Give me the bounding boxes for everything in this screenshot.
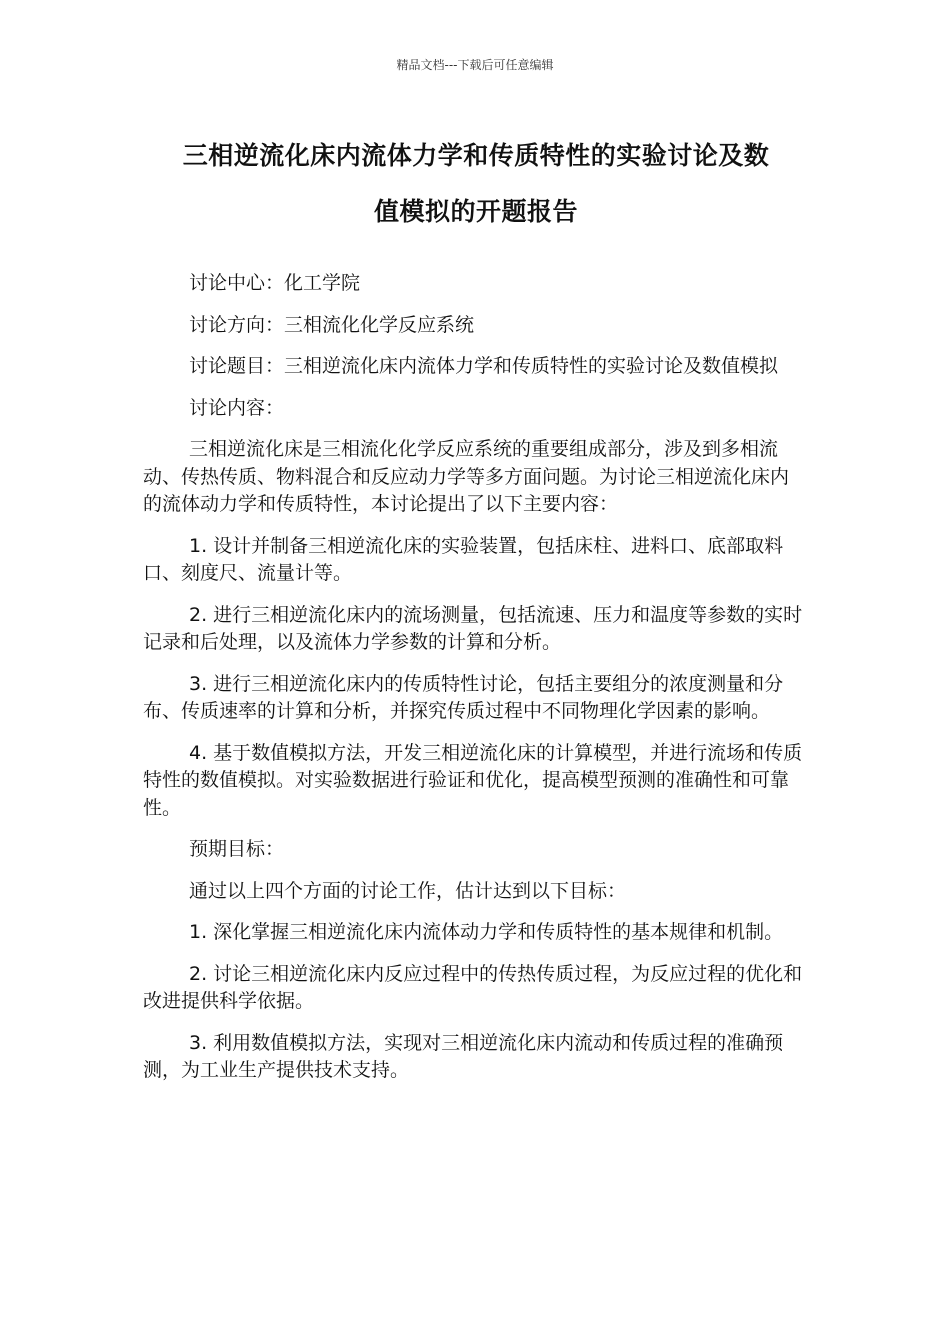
research-topic: 讨论题目：三相逆流化床内流体力学和传质特性的实验讨论及数值模拟 [189, 355, 779, 377]
goal-item-3: 3. 利用数值模拟方法，实现对三相逆流化床内流动和传质过程的准确预测，为工业生产提供技术支持。 [143, 1031, 784, 1081]
content-item-4: 4. 基于数值模拟方法，开发三相逆流化床的计算模型，并进行流场和传质特性的数值模拟。对实验数据进行验证和优化，提高模型预测的准确性和可靠性。 [143, 741, 803, 819]
title-line-1: 三相逆流化床内流体力学和传质特性的实验讨论及数 [182, 141, 770, 170]
page-header: 精品文档---下载后可任意编辑 [396, 58, 554, 72]
content-item-2: 2. 进行三相逆流化床内的流场测量，包括流速、压力和温度等参数的实时记录和后处理，以及流体力学参数的计算和分析。 [143, 603, 803, 653]
content-item-3: 3. 进行三相逆流化床内的传质特性讨论，包括主要组分的浓度测量和分布、传质速率的计算和分析，并探究传质过程中不同物理化学因素的影响。 [143, 672, 784, 722]
research-content-heading: 讨论内容： [189, 396, 285, 419]
research-direction: 讨论方向：三相流化化学反应系统 [189, 313, 475, 336]
document-body [143, 270, 803, 1099]
goal-item-2: 2. 讨论三相逆流化床内反应过程中的传热传质过程，为反应过程的优化和改进提供科学依据。 [143, 962, 803, 1012]
title-line-2: 值模拟的开题报告 [373, 197, 578, 226]
document-title [140, 128, 812, 240]
goal-item-1: 1. 深化掌握三相逆流化床内流体动力学和传质特性的基本规律和机制。 [189, 921, 784, 943]
research-center: 讨论中心：化工学院 [189, 272, 361, 294]
content-item-1: 1. 设计并制备三相逆流化床的实验装置，包括床柱、进料口、底部取料口、刻度尺、流量计等。 [143, 534, 784, 584]
goals-intro: 通过以上四个方面的讨论工作，估计达到以下目标： [189, 879, 627, 902]
content-intro: 三相逆流化床是三相流化化学反应系统的重要组成部分，涉及到多相流动、传热传质、物料混合和反应动力学等多方面问题。为讨论三相逆流化床内的流体动力学和传质特性，本讨论提出了以下主要内容： [143, 438, 790, 515]
expected-goals-heading: 预期目标： [189, 838, 285, 860]
